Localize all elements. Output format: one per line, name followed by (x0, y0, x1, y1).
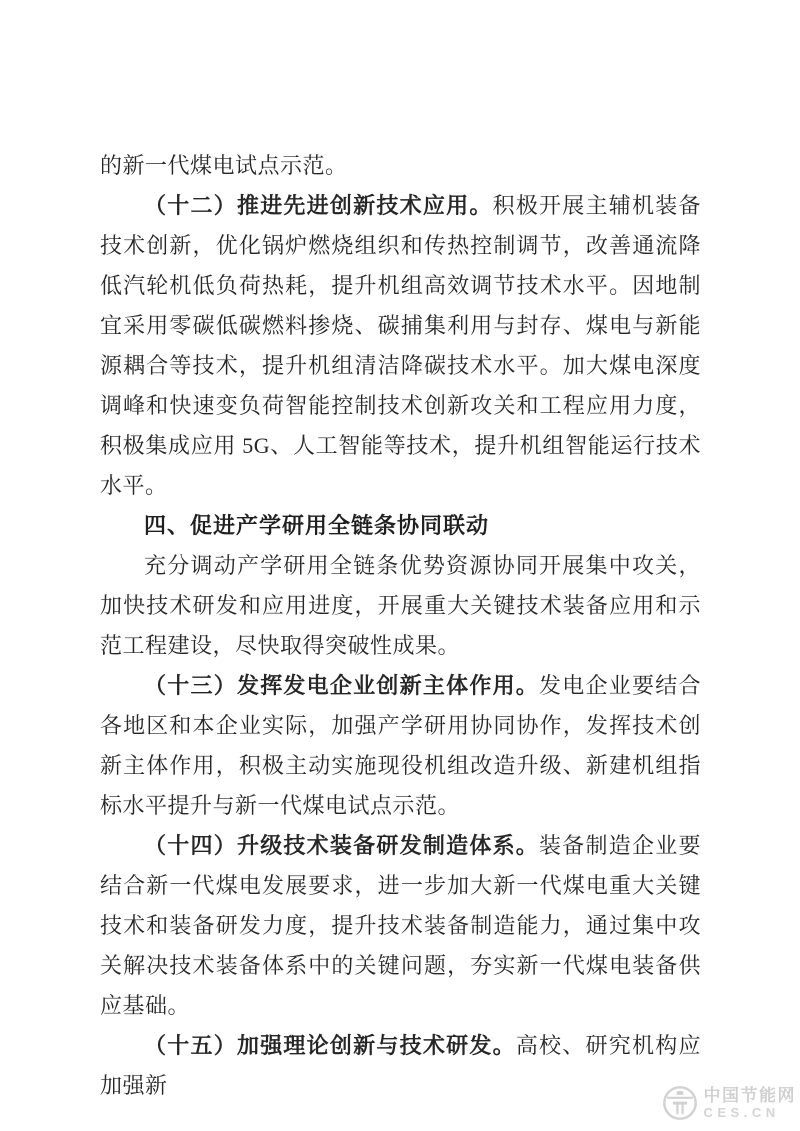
paragraph-continuation: 的新一代煤电试点示范。 (100, 153, 348, 178)
paragraph-item-13 (100, 666, 701, 826)
item-15-lead: （十五）加强理论创新与技术研发。 (144, 1033, 516, 1058)
ces-logo-icon (661, 1084, 699, 1122)
item-14-lead: （十四）升级技术装备研发制造体系。 (144, 833, 540, 858)
watermark (661, 1084, 797, 1122)
item-13-lead: （十三）发挥发电企业创新主体作用。 (144, 673, 540, 698)
paragraph-section-intro: 充分调动产学研用全链条优势资源协同开展集中攻关，加快技术研发和应用进度，开展重大关键技术装备应用和示范工程建设，尽快取得突破性成果。 (100, 553, 701, 658)
item-12-body: 积极开展主辅机装备技术创新，优化锅炉燃烧组织和传热控制调节，改善通流降低汽轮机低负荷热耗，提升机组高效调节技术水平。因地制宜采用零碳低碳燃料掺烧、碳捕集利用与封存、煤电与新能源耦合等技术，提升机组清洁降碳技术水平。加大煤电深度调峰和快速变负荷智能控制技术创新攻关和工程应用力度，积极集成应用 5G、人工智能等技术，提升机组智能运行技术水平。 (100, 193, 701, 498)
item-14-body: 装备制造企业要结合新一代煤电发展要求，进一步加大新一代煤电重大关键技术和装备研发力度，提升技术装备制造能力，通过集中攻关解决技术装备体系中的关键问题，夯实新一代煤电装备供应基础。 (100, 833, 701, 1018)
paragraph-item-14 (100, 826, 701, 1026)
document-body (100, 146, 701, 1106)
watermark-site-domain: CES.CN (703, 1104, 780, 1120)
item-13-body: 发电企业要结合各地区和本企业实际，加强产学研用协同协作，发挥技术创新主体作用，积极主动实施现役机组改造升级、新建机组指标水平提升与新一代煤电试点示范。 (100, 673, 701, 818)
item-15-body: 高校、研究机构应加强新 (100, 1033, 701, 1098)
section-heading-4: 四、促进产学研用全链条协同联动 (144, 513, 490, 538)
paragraph-item-15 (100, 1026, 701, 1106)
paragraph-item-12 (100, 186, 701, 506)
watermark-site-name: 中国节能网 (703, 1085, 796, 1105)
watermark-text (704, 1087, 797, 1120)
item-12-lead: （十二）推进先进创新技术应用。 (144, 193, 493, 218)
